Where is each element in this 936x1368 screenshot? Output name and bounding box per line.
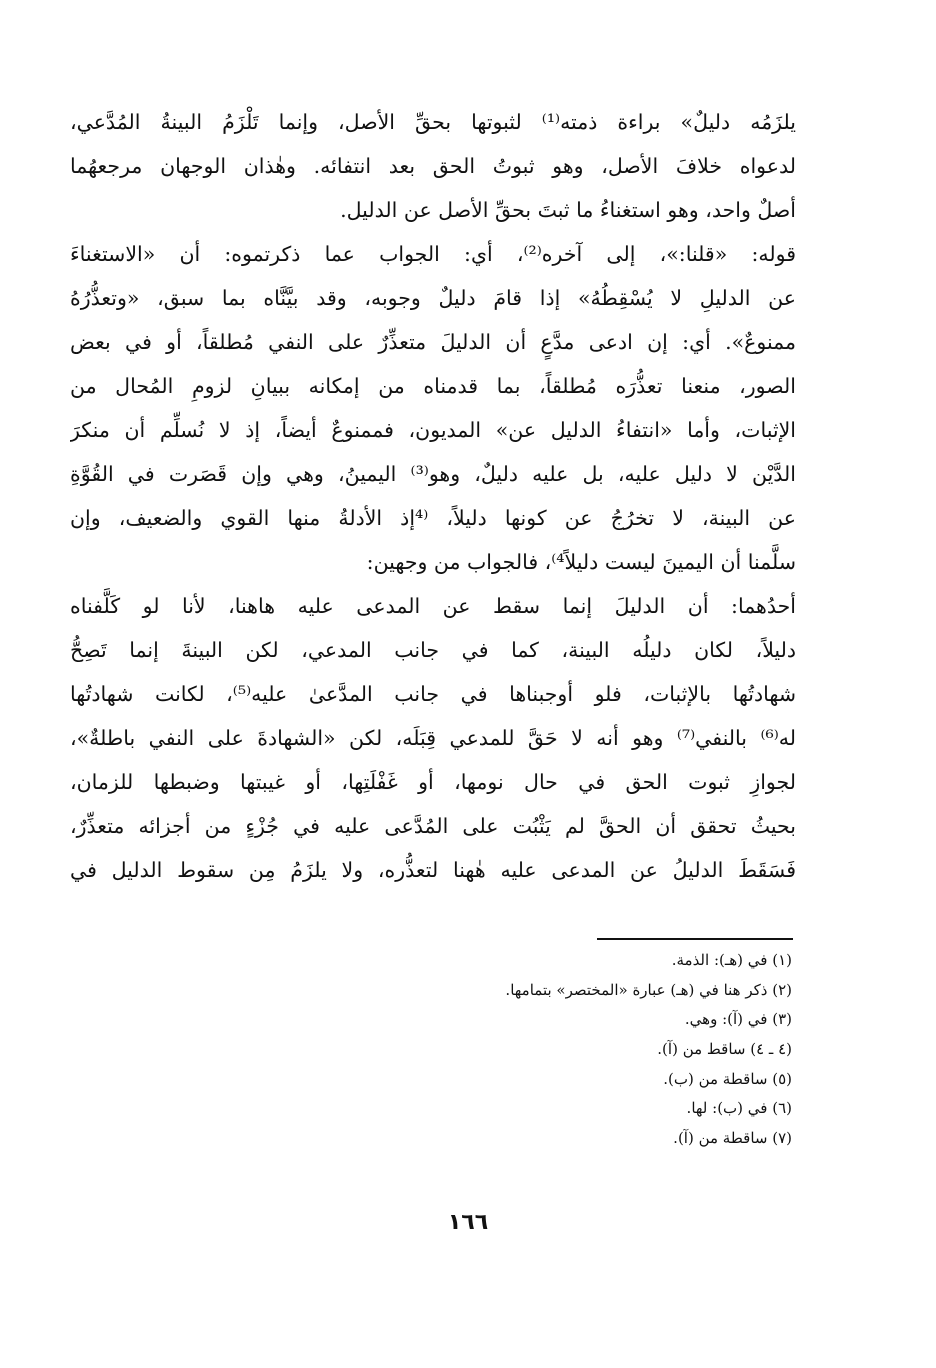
text-line: دليلاً، لكان دليلُه البينة، كما في جانب المدعي، لكن البينةَ إنما تَصِحُّ (70, 638, 796, 662)
text-line: قوله: «قلنا:»، إلى آخره⁽²⁾، أي: الجواب عما ذكرتموه: أن «الاستغناءَ (70, 242, 796, 266)
text-line: له⁽⁶⁾ بالنفي⁽⁷⁾ وهو أنه لا حَقَّ للمدعي قِبَلَه، لكن «الشهادةَ على النفي باطلةٌ»، (70, 726, 796, 750)
text-line: بحيثُ تحقق أن الحقَّ لم يَثْبُت على المُدَّعى عليه في جُزْءٍ من أجزائه متعذِّرٌ، (70, 814, 796, 838)
footnote-separator (597, 938, 793, 940)
footnote: (١) في (هـ): الذمة. (671, 951, 792, 969)
text-line: لدعواه خلافَ الأصل، وهو ثبوتُ الحق بعد انتفائه. وهٰذان الوجهان مرجعهُما (70, 154, 796, 178)
text-line: يلزَمُه دليلٌ» براءة ذمته⁽¹⁾ لثبوتها بحقِّ الأصل، وإنما تَلْزَمُ البينةُ المُدَّعي، (70, 110, 796, 134)
text-line: ممنوعٌ». أي: إن ادعى مدَّعٍ أن الدليلَ متعذِّرٌ على النفي مُطلقاً، أو في بعض (70, 330, 796, 354)
footnote: (٦) في (ب): لها. (686, 1099, 792, 1118)
footnote: (٧) ساقطة من (آ). (673, 1129, 792, 1148)
footnote: (٥) ساقطة من (ب). (663, 1069, 792, 1088)
text-line: الإثبات، وأما «انتفاءُ الدليل عن» المديون، فممنوعٌ أيضاً، إذ لا نُسلِّم أن منكرَ (70, 418, 796, 442)
text-line: الصور، منعنا تعذُّرَه مُطلقاً، بما قدمناه من إمكانه ببيانِ لزومِ المُحال من (70, 374, 796, 398)
text-line: الدَّيْن لا دليل عليه، بل عليه دليلٌ، وهو⁽³⁾ اليمينُ، وهي وإن قَصَرت في القُوَّةِ (70, 462, 796, 486)
page-number: ١٦٦ (447, 1210, 489, 1235)
main-text (70, 100, 796, 892)
footnotes (400, 946, 792, 1154)
text-line: عن الدليلِ لا يُسْقِطُهُ» إذا قامَ دليلٌ وجوبه، وقد بيَّنَّاه بما سبق، «وتعذُّرُهُ (70, 286, 796, 310)
footnote: (٣) في (آ): وهي. (684, 1010, 792, 1029)
text-line: أحدُهما: أن الدليلَ إنما سقط عن المدعى عليه هاهنا، لأنا لو كَلَّفناه (70, 594, 796, 618)
footnote: (٤ ـ ٤) ساقط من (آ). (657, 1040, 792, 1059)
text-line: عن البينة، لا تخرُجُ عن كونها دليلاً، ⁽⁴إذ الأدلةُ منها القوي والضعيف، وإن (70, 506, 796, 530)
text-line: أصلٌ واحد، وهو استغناءُ ما ثبتَ بحقِّ الأصل عن الدليل. (340, 198, 796, 222)
text-line: لجوازِ ثبوت الحق في حال نومها، أو غَفْلَتِها، أو غيبتها وضبطها للزمان، (70, 770, 796, 794)
text-line: فَسَقَطَ الدليلُ عن المدعى عليه هٰهنا لتعذُّره، ولا يلزَمُ مِن سقوط الدليل في (70, 858, 796, 882)
footnote: (٢) ذكر هنا في (هـ) عبارة «المختصر» بتمامها. (505, 980, 792, 999)
text-line: شهادتُها بالإثبات، فلو أوجبناها في جانب المدَّعىٰ عليه⁽⁵⁾، لكانت شهادتُها (70, 682, 796, 706)
text-line: سلَّمنا أن اليمينَ ليست دليلاً⁴⁾، فالجواب من وجهين: (366, 550, 796, 574)
